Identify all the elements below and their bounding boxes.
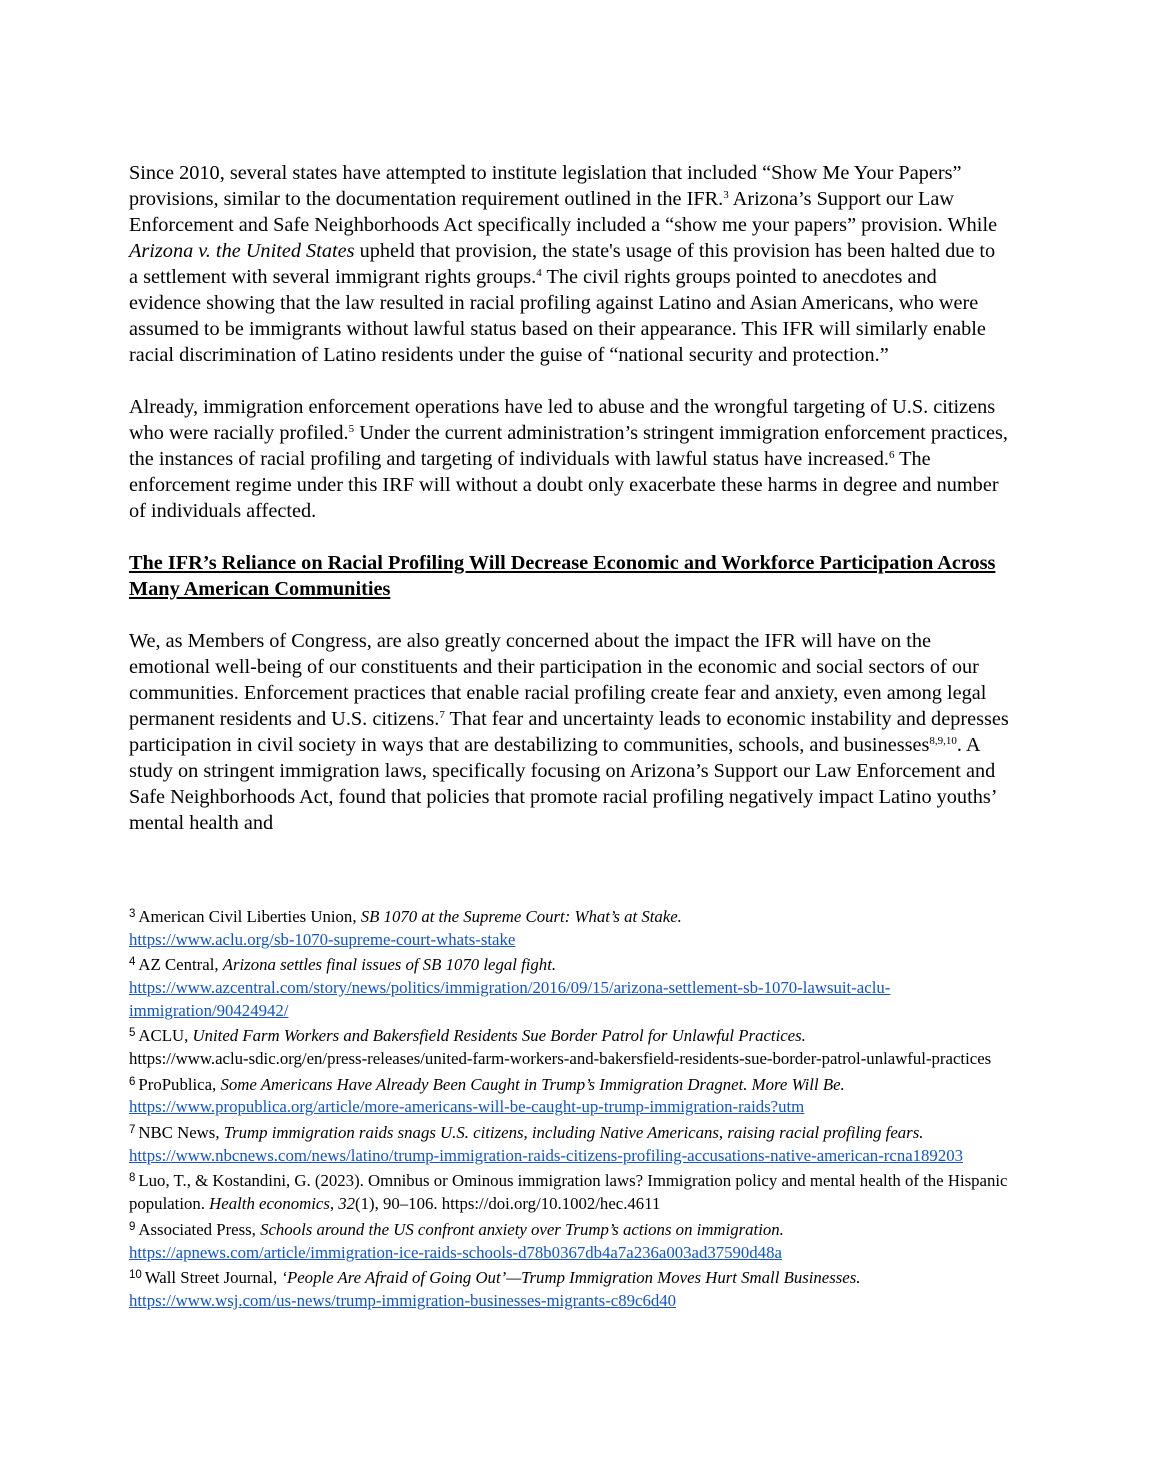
footnote-6: $^6$ ProPublica, Some Americans Have Already Been Caught in Trump’s Immigration Dragnet. More Will Be. https://www.propublica.org/article/more-americans-will-be-caught-up-trump-immigration-raids?utm — [129, 1074, 845, 1117]
footnote-7: $^7$ NBC News, Trump immigration raids snags U.S. citizens, including Native Americans, raising racial profiling fears. https://www.nbcnews.com/news/latino/trump-immigration-raids-citizens-profiling-accusations-native-american-rcna189203 — [129, 1123, 963, 1165]
case-name: Arizona v. the United States — [129, 240, 355, 262]
paragraph-show-me-your-papers: Since 2010, several states have attempted to institute legislation that included “Show Me Your Papers” provisions, similar to the documentation requirement outlined in the IFR.$^3$ Arizona’s Support our Law Enforcement and Safe Neighborhoods Act specifically included a “show me your papers” provision. While Arizona v. the United States upheld that provision, the state's usage of this provision has been halted due to a settlement with several immigrant rights groups.$^4$ The civil rights groups pointed to anecdotes and evidence showing that the law resulted in racial profiling against Latino and Asian Americans, who were assumed to be immigrants without lawful status based on their appearance. This IFR will similarly enable racial discrimination of Latino residents under the guise of “national security and protection.” — [129, 162, 998, 366]
paragraph-economic-impact: We, as Members of Congress, are also greatly concerned about the impact the IFR will have on the emotional well-being of our constituents and their participation in the economic and social sectors of our communities. Enforcement practices that enable racial profiling create fear and anxiety, even among legal permanent residents and U.S. citizens.$^7$ That fear and uncertainty leads to economic instability and depresses participation in civil society in ways that are destabilizing to communities, schools, and businesses$^{8,9,10}$. A study on stringent immigration laws, specifically focusing on Arizona’s Support our Law Enforcement and Safe Neighborhoods Act, found that policies that promote racial profiling negatively impact Latino youths’ mental health and — [129, 630, 1009, 834]
footnote-9: $^9$ Associated Press, Schools around the US confront anxiety over Trump’s actions on immigration. https://apnews.com/article/immigration-ice-raids-schools-d78b0367db4a7a236a003ad37590d48a — [129, 1219, 784, 1262]
paragraph-enforcement-abuse: Already, immigration enforcement operations have led to abuse and the wrongful targeting of U.S. citizens who were racially profiled.$^5$ Under the current administration’s stringent immigration enforcement practices, the instances of racial profiling and targeting of individuals with lawful status have increased.$^6$ The enforcement regime under this IRF will without a doubt only exacerbate these harms in degree and number of individuals affected. — [129, 396, 1008, 522]
footnote-10-link[interactable]: https://www.wsj.com/us-news/trump-immigration-businesses-migrants-c89c6d40 — [129, 1290, 677, 1310]
footnote-5: $^5$ ACLU, United Farm Workers and Bakersfield Residents Sue Border Patrol for Unlawful Practices. https://www.aclu-sdic.org/en/press-releases/united-farm-workers-and-bakersfield-residents-sue-border-patrol-unlawful-practices — [129, 1026, 992, 1069]
footnote-10: $^{10}$ Wall Street Journal, ‘People Are Afraid of Going Out’—Trump Immigration Moves Hurt Small Businesses. https://www.wsj.com/us-news/trump-immigration-businesses-migrants-c89c6d40 — [129, 1268, 861, 1310]
footnote-ref-7[interactable]: 7 — [439, 708, 445, 721]
footnote-3-link[interactable]: https://www.aclu.org/sb-1070-supreme-court-whats-stake — [129, 929, 516, 949]
footnote-4: $^4$ AZ Central, Arizona settles final issues of SB 1070 legal fight. https://www.azcentral.com/story/news/politics/immigration/2016/09/15/arizona-settlement-sb-1070-lawsuit-aclu-immigration/90424942/ — [129, 955, 891, 1020]
footnote-6-link[interactable]: https://www.propublica.org/article/more-americans-will-be-caught-up-trump-immigration-raids?utm — [129, 1097, 805, 1117]
footnote-5-url: https://www.aclu-sdic.org/en/press-releases/united-farm-workers-and-bakersfield-residents-sue-border-patrol-unlawful-practices — [129, 1049, 992, 1069]
footnote-9-link[interactable]: https://apnews.com/article/immigration-ice-raids-schools-d78b0367db4a7a236a003ad37590d48a — [129, 1242, 782, 1262]
footnote-ref-3[interactable]: 3 — [723, 188, 729, 201]
footnotes-section — [129, 903, 1009, 1312]
document-body — [129, 160, 1009, 836]
footnote-ref-4[interactable]: 4 — [536, 266, 542, 279]
footnote-4-link[interactable]: https://www.azcentral.com/story/news/politics/immigration/2016/09/15/arizona-settlement-sb-1070-lawsuit-aclu-immigration/90424942/ — [129, 978, 891, 1020]
footnote-ref-6[interactable]: 6 — [888, 448, 895, 461]
section-heading: The IFR’s Reliance on Racial Profiling Will Decrease Economic and Workforce Participation Across Many American Communities — [129, 552, 996, 600]
footnote-8: $^8$ Luo, T., & Kostandini, G. (2023). Omnibus or Ominous immigration laws? Immigration policy and mental health of the Hispanic population. Health economics, 32(1), 90–106. https://doi.org/10.1002/hec.4611 — [129, 1171, 1008, 1214]
footnote-ref-5[interactable]: 5 — [348, 422, 355, 435]
footnote-3: $^3$ American Civil Liberties Union, SB 1070 at the Supreme Court: What’s at Stake. https://www.aclu.org/sb-1070-supreme-court-whats-stake — [129, 907, 682, 949]
footnote-7-link[interactable]: https://www.nbcnews.com/news/latino/trump-immigration-raids-citizens-profiling-accusations-native-american-rcna189203 — [129, 1145, 963, 1165]
footnote-ref-8-9-10[interactable]: 8,9,10 — [929, 734, 957, 747]
